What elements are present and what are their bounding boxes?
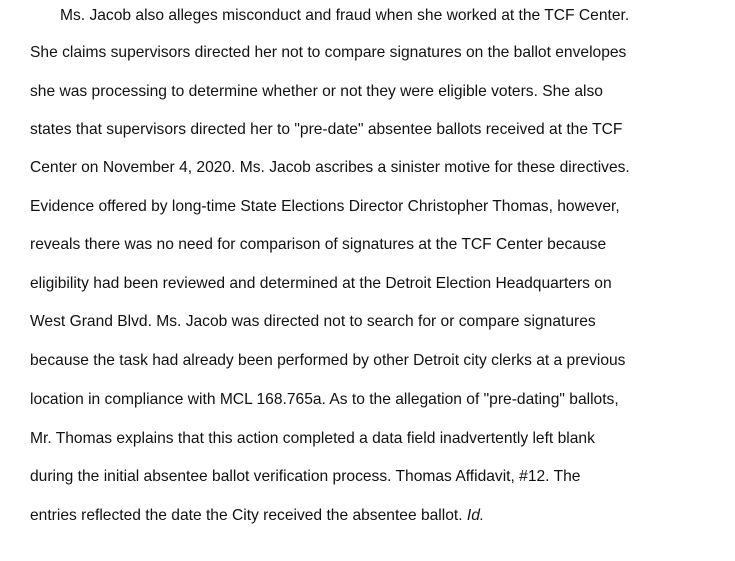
paragraph-line-11: location in compliance with MCL 168.765a. As to the allegation of "pre-dating" ballots, xyxy=(30,391,619,408)
paragraph-line-3: she was processing to determine whether or not they were eligible voters. She also xyxy=(30,83,603,100)
paragraph-line-9: West Grand Blvd. Ms. Jacob was directed not to search for or compare signatures xyxy=(30,313,596,330)
citation-id: Id. xyxy=(466,507,485,524)
paragraph-line-14 xyxy=(30,506,484,526)
paragraph-line-2: She claims supervisors directed her not to compare signatures on the ballot envelopes xyxy=(30,44,627,61)
paragraph-line-10: because the task had already been performed by other Detroit city clerks at a previous xyxy=(30,352,626,369)
paragraph-line-1: Ms. Jacob also alleges misconduct and fraud when she worked at the TCF Center. xyxy=(60,7,630,24)
paragraph-line-14-text: entries reflected the date the City received the absentee ballot. xyxy=(30,507,467,524)
paragraph-line-12: Mr. Thomas explains that this action completed a data field inadvertently left blank xyxy=(30,430,595,447)
paragraph-line-5: Center on November 4, 2020. Ms. Jacob ascribes a sinister motive for these directives. xyxy=(30,159,630,176)
paragraph-line-6: Evidence offered by long-time State Elections Director Christopher Thomas, however, xyxy=(30,198,620,215)
paragraph-line-7: reveals there was no need for comparison of signatures at the TCF Center because xyxy=(30,236,607,253)
paragraph-line-4: states that supervisors directed her to "pre-date" absentee ballots received at the TCF xyxy=(30,121,623,138)
paragraph-line-8: eligibility had been reviewed and determined at the Detroit Election Headquarters on xyxy=(30,275,612,292)
paragraph-line-13: during the initial absentee ballot verification process. Thomas Affidavit, #12. The xyxy=(30,468,581,485)
